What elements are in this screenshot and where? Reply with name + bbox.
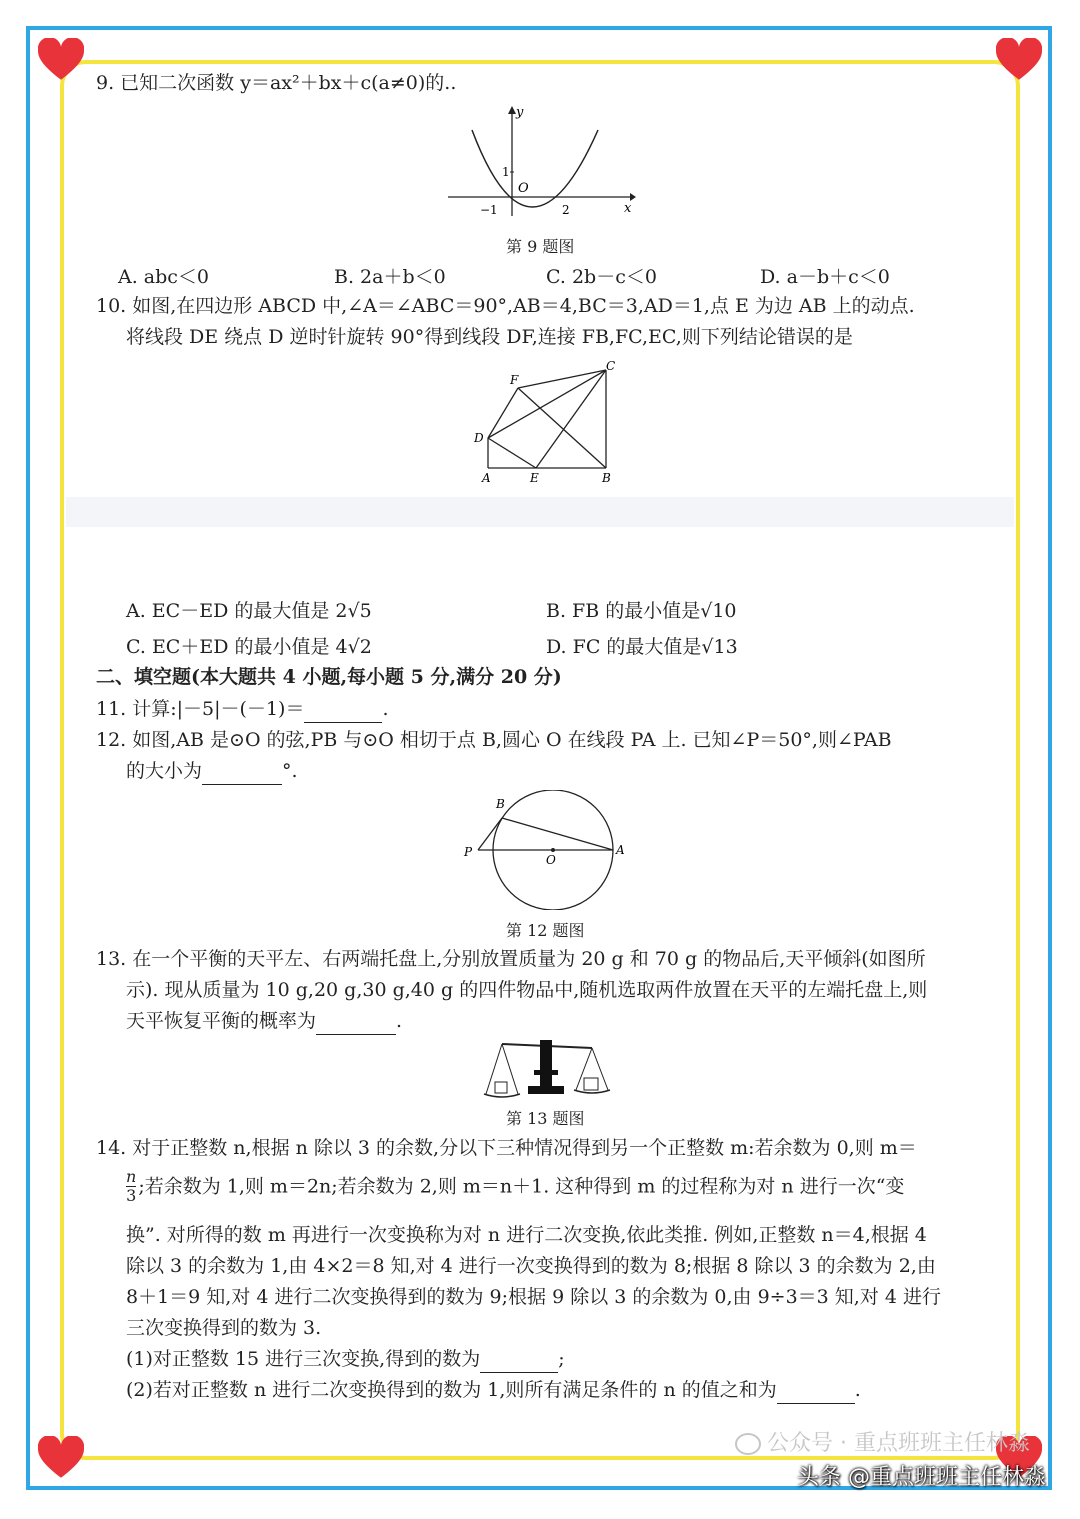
q10-line1: 10. 如图,在四边形 ABCD 中,∠A＝∠ABC＝90°,AB＝4,BC＝3,AD＝1,点 E 为边 AB 上的动点.	[96, 295, 915, 317]
tick-neg1-label: −1	[480, 203, 498, 217]
q14-sub1	[126, 1346, 565, 1373]
q11-end: .	[382, 698, 389, 720]
q14-line2-text: ;若余数为 1,则 m＝2n;若余数为 2,则 m＝n＋1. 这种得到 m 的过程称为对 n 进行一次“变	[138, 1175, 905, 1198]
left-string-1	[486, 1044, 502, 1094]
q9-option-b: B. 2a＋b＜0	[334, 266, 446, 288]
q11-text: 11. 计算:|－5|－(－1)＝	[96, 698, 305, 720]
label-e: E	[530, 471, 539, 485]
q14-line6: 三次变换得到的数为 3.	[126, 1317, 322, 1339]
segment-fb	[518, 388, 606, 468]
x-label: x	[624, 201, 632, 216]
q10-option-a: A. EC－ED 的最大值是 2√5	[126, 600, 372, 622]
q14-line4: 除以 3 的余数为 1,由 4×2＝8 知,对 4 进行一次变换得到的数为 8;根据 8 除以 3 的余数为 2,由	[126, 1255, 936, 1277]
q14-line3: 换”. 对所得的数 m 再进行一次变换称为对 n 进行二次变换,依此类推. 例如,正整数 n＝4,根据 4	[126, 1224, 927, 1246]
wechat-icon	[735, 1433, 761, 1455]
label-d: D	[474, 431, 484, 445]
fraction-numerator: n	[126, 1167, 137, 1186]
left-weight	[495, 1082, 507, 1093]
q12-line1: 12. 如图,AB 是⊙O 的弦,PB 与⊙O 相切于点 B,圆心 O 在线段 PA 上. 已知∠P＝50°,则∠PAB	[96, 729, 892, 751]
balance-crossbar	[534, 1070, 558, 1075]
q9-parabola-graph	[444, 104, 636, 220]
fraction-denominator: 3	[126, 1186, 137, 1205]
segment-de	[488, 438, 536, 468]
heart-icon	[38, 1436, 84, 1482]
label-c: C	[606, 359, 616, 373]
q12-line2-text: 的大小为	[126, 760, 203, 782]
q13-line2: 示). 现从质量为 10 g,20 g,30 g,40 g 的四件物品中,随机选取两件放置在天平的左端托盘上,则	[126, 979, 928, 1001]
q13-line3-end: .	[396, 1010, 403, 1032]
x-axis-arrow	[630, 193, 636, 201]
q10-line2: 将线段 DE 绕点 D 逆时针旋转 90°得到线段 DF,连接 FB,FC,EC,则下列结论错误的是	[126, 326, 853, 348]
q9-option-d: D. a－b＋c＜0	[760, 266, 890, 288]
q13-balance-scale-figure	[480, 1038, 616, 1100]
center-dot	[551, 848, 555, 852]
left-string-2	[502, 1044, 518, 1094]
q14-sub2-answer-blank	[777, 1377, 855, 1404]
q14-fraction	[126, 1168, 136, 1205]
q14-sub2-text: (2)若对正整数 n 进行二次变换得到的数为 1,则所有满足条件的 n 的值之和为	[126, 1379, 777, 1401]
balance-post	[540, 1040, 552, 1086]
q10-option-b: B. FB 的最小值是√10	[546, 600, 737, 622]
label-o: O	[546, 853, 556, 867]
q9-option-a: A. abc＜0	[118, 266, 210, 288]
label-b: B	[496, 797, 505, 811]
q12-circle-figure	[460, 790, 630, 910]
q13-answer-blank	[316, 1008, 396, 1035]
y-axis-arrow	[508, 106, 516, 114]
q14-sub2-end: .	[854, 1379, 861, 1401]
q12-line2	[126, 758, 298, 785]
right-weight	[584, 1078, 598, 1090]
q14-sub1-end: ;	[558, 1348, 565, 1370]
q12-answer-blank	[202, 758, 282, 785]
q13-line3	[126, 1008, 402, 1035]
heart-icon	[996, 38, 1042, 84]
heart-icon	[38, 38, 84, 84]
q10-quadrilateral-figure	[470, 358, 630, 488]
tick-two-label: 2	[562, 203, 570, 217]
q9-option-c: C. 2b－c＜0	[546, 266, 657, 288]
q9-caption: 第 9 题图	[506, 237, 575, 256]
label-p: P	[464, 845, 473, 859]
label-a: A	[616, 843, 625, 857]
label-b: B	[602, 471, 611, 485]
left-pan	[484, 1094, 520, 1097]
q14-sub1-text: (1)对正整数 15 进行三次变换,得到的数为	[126, 1348, 481, 1370]
q14-line1: 14. 对于正整数 n,根据 n 除以 3 的余数,分以下三种情况得到另一个正整数 m:若余数为 0,则 m＝	[96, 1137, 917, 1159]
segment-ab	[502, 818, 613, 850]
segment-ec	[536, 370, 606, 468]
label-a: A	[482, 471, 491, 485]
toutiao-watermark: 头条 @重点班班主任林淼	[797, 1465, 1046, 1490]
q13-line3-text: 天平恢复平衡的概率为	[126, 1010, 317, 1032]
parabola-curve	[472, 130, 598, 207]
q14-sub1-answer-blank	[480, 1346, 558, 1373]
gray-band	[66, 497, 1014, 527]
q14-line2	[126, 1168, 904, 1214]
balance-base	[528, 1086, 564, 1094]
origin-label: O	[518, 181, 529, 196]
segment-fc	[518, 370, 606, 388]
segment-df	[488, 388, 518, 438]
q14-sub2	[126, 1377, 861, 1404]
segment-pb	[478, 818, 502, 850]
q10-option-c: C. EC＋ED 的最小值是 4√2	[126, 636, 372, 658]
q10-option-d: D. FC 的最大值是√13	[546, 636, 738, 658]
q13-caption: 第 13 题图	[506, 1109, 585, 1128]
faded-wechat-watermark	[735, 1426, 1030, 1457]
section-fill-in-title: 二、填空题(本大题共 4 小题,每小题 5 分,满分 20 分)	[96, 666, 562, 688]
q9-stem: 9. 已知二次函数 y＝ax²＋bx＋c(a≠0)的..	[96, 72, 457, 94]
label-f: F	[510, 373, 519, 387]
q11-line	[96, 696, 389, 723]
y-label: y	[516, 105, 524, 120]
q11-answer-blank	[304, 696, 382, 723]
right-string-2	[592, 1048, 608, 1090]
faded-watermark-text: 公众号 · 重点班班主任林淼	[767, 1431, 1030, 1456]
q14-line5: 8＋1＝9 知,对 4 进行二次变换得到的数为 9;根据 9 除以 3 的余数为 0,由 9÷3＝3 知,对 4 进行	[126, 1286, 942, 1308]
q12-line2-end: °.	[282, 760, 298, 782]
q13-line1: 13. 在一个平衡的天平左、右两端托盘上,分别放置质量为 20 g 和 70 g 的物品后,天平倾斜(如图所	[96, 948, 926, 970]
tick-one-label: 1	[502, 165, 510, 179]
segment-dc	[488, 370, 606, 438]
q12-caption: 第 12 题图	[506, 921, 585, 940]
